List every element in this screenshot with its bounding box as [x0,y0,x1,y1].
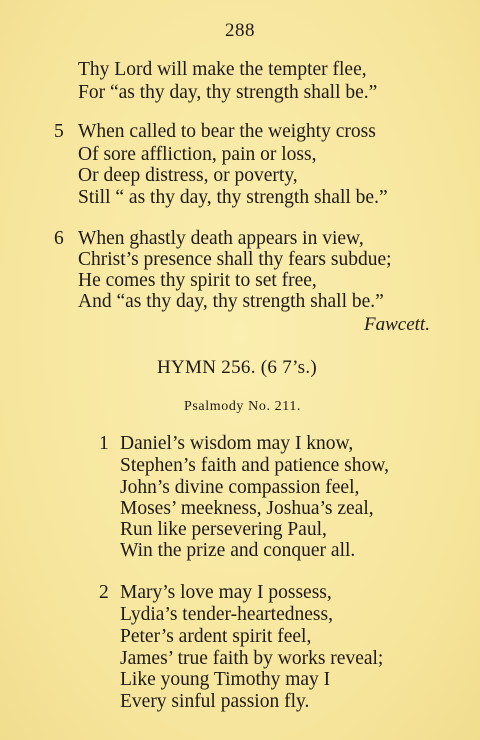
verse-line: He comes thy spirit to set free, [78,270,317,291]
verse-line: Stephen’s faith and patience show, [120,455,389,476]
verse-line: And “as thy day, thy strength shall be.” [78,291,384,312]
verse-line: Like young Timothy may I [120,669,331,690]
stanza-number: 1 [99,433,109,454]
verse-line: Thy Lord will make the tempter flee, [78,59,367,80]
verse-line: Mary’s love may I possess, [120,582,332,603]
verse-line: Daniel’s wisdom may I know, [120,433,354,454]
verse-line: Win the prize and conquer all. [120,540,356,561]
verse-line: John’s divine compassion feel, [120,477,360,498]
stanza-number: 6 [54,228,64,249]
hymn-title: HYMN 256. (6 7’s.) [157,357,318,378]
verse-line: Moses’ meekness, Joshua’s zeal, [120,498,374,519]
author-attribution: Fawcett. [364,314,430,335]
verse-line: Of sore affliction, pain or loss, [78,144,317,165]
verse-line: For “as thy day, thy strength shall be.” [78,82,378,103]
verse-line: Peter’s ardent spirit feel, [120,626,312,647]
verse-line: Christ’s presence shall thy fears subdue; [78,249,392,270]
tune-reference: Psalmody No. 211. [184,399,302,414]
verse-line: Or deep distress, or poverty, [78,165,298,186]
verse-line: James’ true faith by works reveal; [120,648,384,669]
stanza-number: 2 [99,582,109,603]
verse-line: Still “ as thy day, thy strength shall be.” [78,187,388,208]
verse-line: When ghastly death appears in view, [78,228,364,249]
stanza-number: 5 [54,121,64,142]
verse-line: Lydia’s tender-heartedness, [120,604,333,625]
verse-line: Run like persevering Paul, [120,519,327,540]
verse-line: Every sinful passion fly. [120,691,310,712]
page-number: 288 [225,20,255,41]
verse-line: When called to bear the weighty cross [78,121,376,142]
